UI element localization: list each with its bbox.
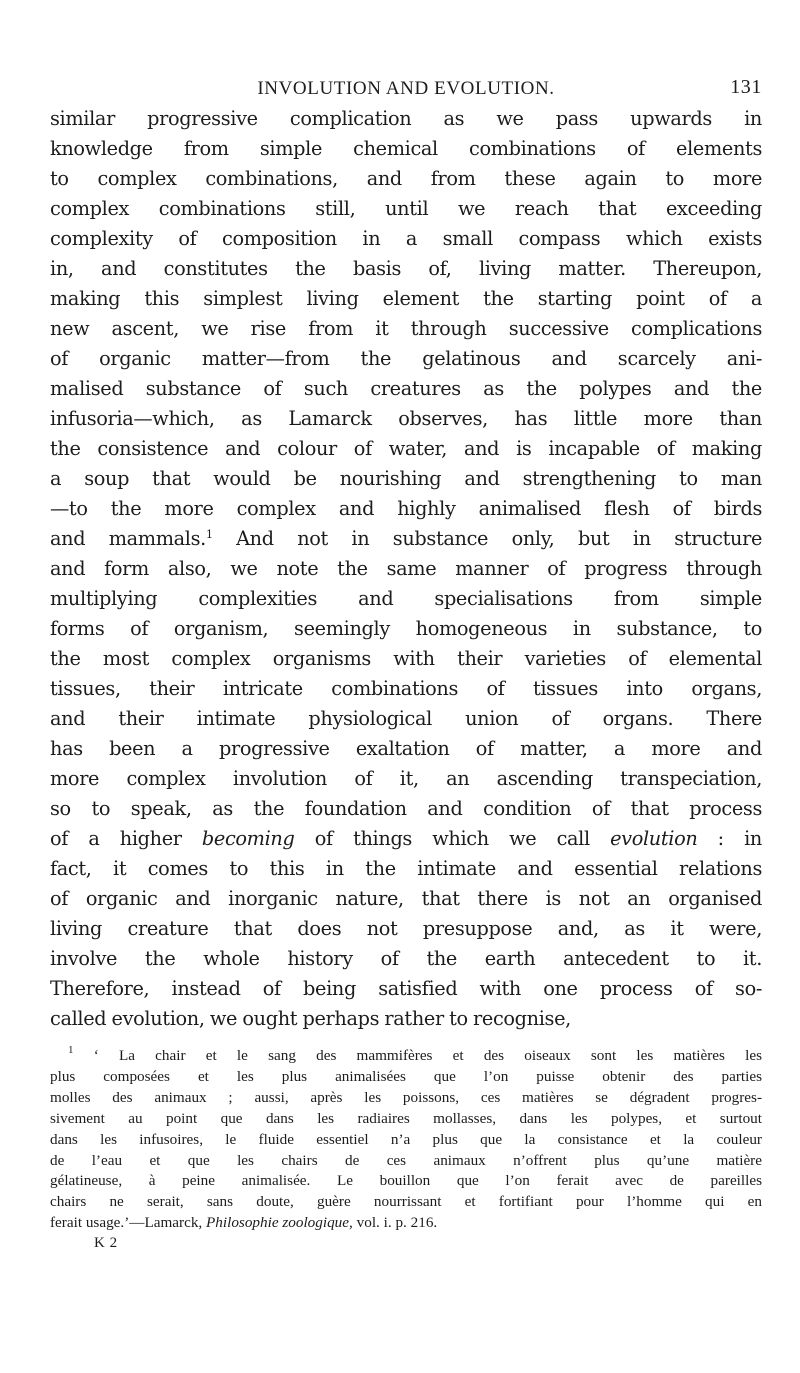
text-line: fact, it comes to this in the intimate and essential relations bbox=[50, 857, 762, 880]
text-line: the consistence and colour of water, and is incapable of making bbox=[50, 437, 762, 460]
footnote-line: sivement au point que dans les radiaires mollasses, dans les polypes, et surtout bbox=[50, 1109, 762, 1127]
text-line: tissues, their intricate combinations of tissues into organs, bbox=[50, 677, 762, 700]
text-segment: And not in substance only, but in structure bbox=[212, 527, 762, 550]
text-line: to complex combinations, and from these again to more bbox=[50, 167, 762, 190]
text-line: knowledge from simple chemical combinations of elements bbox=[50, 137, 762, 160]
text-line: malised substance of such creatures as the polypes and the bbox=[50, 377, 762, 400]
text-segment: and mammals. bbox=[50, 527, 206, 550]
italic-term-becoming: becoming bbox=[201, 827, 295, 850]
text-line: and form also, we note the same manner of progress through bbox=[50, 557, 762, 580]
text-line-with-italics bbox=[50, 824, 762, 854]
footnote-line: dans les infusoires, le fluide essentiel n’a plus que la consistance et la couleur bbox=[50, 1130, 762, 1148]
text-line: involve the whole history of the earth antecedent to it. bbox=[50, 947, 762, 970]
footnote-line: gélatineuse, à peine animalisée. Le bouillon que l’on ferait avec de pareilles bbox=[50, 1172, 762, 1190]
text-line: called evolution, we ought perhaps rather to recognise, bbox=[50, 1007, 571, 1030]
footnote-line: chairs ne serait, sans doute, guère nourrissant et fortifiant pour l’homme qui en bbox=[50, 1193, 762, 1211]
footnote-line: de l’eau et que les chairs de ces animaux n’offrent plus qu’une matière bbox=[50, 1151, 762, 1169]
body-text bbox=[50, 104, 762, 1034]
text-line: similar progressive complication as we pass upwards in bbox=[50, 107, 762, 130]
footnote-line-citation bbox=[50, 1213, 762, 1234]
footnote bbox=[50, 1046, 762, 1234]
signature-mark: K 2 bbox=[94, 1235, 118, 1252]
footnote-line: molles des animaux ; aussi, après les poissons, ces matières se dégradent progres- bbox=[50, 1088, 762, 1106]
running-head-title: INVOLUTION AND EVOLUTION. bbox=[257, 78, 555, 99]
text-segment: : in bbox=[697, 827, 762, 850]
book-page bbox=[50, 70, 762, 1252]
text-line: in, and constitutes the basis of, living matter. Thereupon, bbox=[50, 257, 762, 280]
italic-term-evolution: evolution bbox=[610, 827, 698, 850]
text-line: complex combinations still, until we reach that exceeding bbox=[50, 197, 762, 220]
text-line: multiplying complexities and specialisations from simple bbox=[50, 587, 762, 610]
footnote-reference: 1 bbox=[205, 528, 213, 541]
footnote-marker: 1 bbox=[68, 1046, 74, 1056]
text-line: living creature that does not presuppose and, as it were, bbox=[50, 917, 762, 940]
text-line: has been a progressive exaltation of matter, a more and bbox=[50, 737, 762, 760]
footnote-line bbox=[50, 1046, 762, 1067]
text-line: new ascent, we rise from it through successive complications bbox=[50, 317, 762, 340]
text-segment: ferait usage.’—Lamarck, bbox=[50, 1214, 207, 1232]
text-line: of organic and inorganic nature, that there is not an organised bbox=[50, 887, 762, 910]
text-segment: of things which we call bbox=[294, 827, 611, 850]
text-line: infusoria—which, as Lamarck observes, has little more than bbox=[50, 407, 762, 430]
text-line-with-footnote-ref bbox=[50, 524, 762, 554]
footnote-line: plus composées et les plus animalisées que l’on puisse obtenir des parties bbox=[50, 1067, 762, 1085]
citation-work-title: Philosophie zoologique bbox=[206, 1214, 350, 1232]
text-line: —to the more complex and highly animalised flesh of birds bbox=[50, 497, 762, 520]
text-line: more complex involution of it, an ascending transpeciation, bbox=[50, 767, 762, 790]
text-line: complexity of composition in a small compass which exists bbox=[50, 227, 762, 250]
text-line: so to speak, as the foundation and condition of that process bbox=[50, 797, 762, 820]
running-head bbox=[50, 70, 762, 104]
text-segment: , vol. i. p. 216. bbox=[349, 1214, 438, 1232]
text-segment: ‘ La chair et le sang des mammifères et des oiseaux sont les matières les bbox=[73, 1047, 762, 1064]
text-line: Therefore, instead of being satisfied with one process of so- bbox=[50, 977, 762, 1000]
text-line: forms of organism, seemingly homogeneous in substance, to bbox=[50, 617, 762, 640]
text-line: and their intimate physiological union of organs. There bbox=[50, 707, 762, 730]
page-number: 131 bbox=[730, 76, 762, 98]
text-line: making this simplest living element the starting point of a bbox=[50, 287, 762, 310]
text-line: the most complex organisms with their varieties of elemental bbox=[50, 647, 762, 670]
text-line: of organic matter—from the gelatinous and scarcely ani- bbox=[50, 347, 762, 370]
text-line: a soup that would be nourishing and strengthening to man bbox=[50, 467, 762, 490]
text-segment: of a higher bbox=[50, 827, 202, 850]
